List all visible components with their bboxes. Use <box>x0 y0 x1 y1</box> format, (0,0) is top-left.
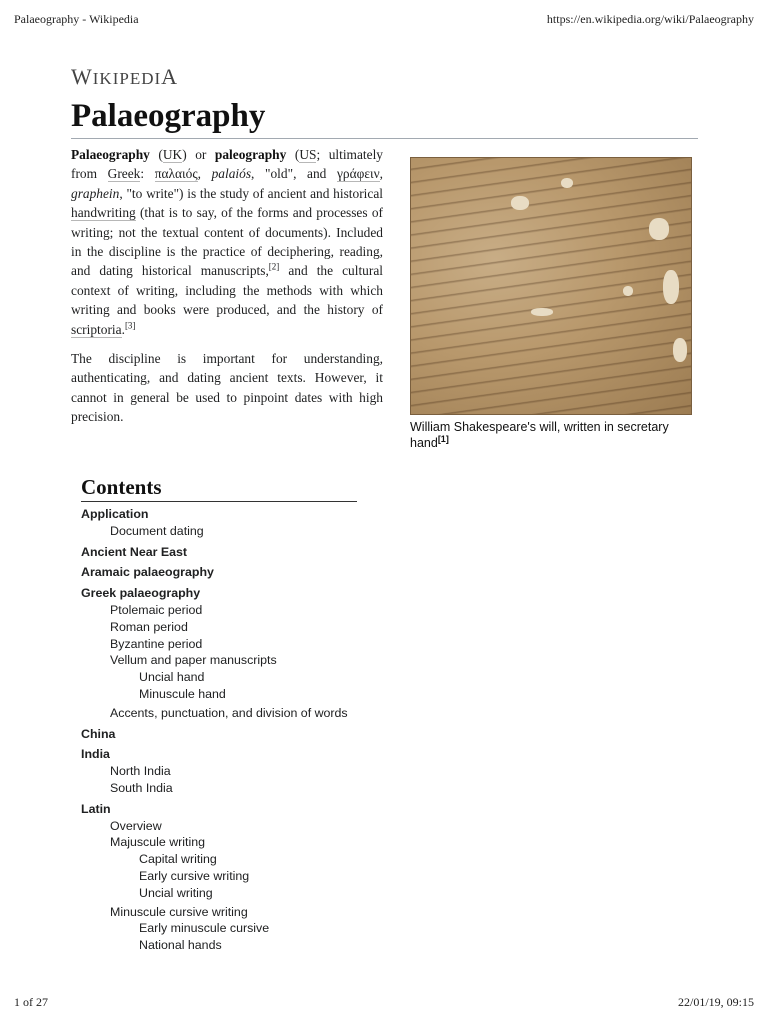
toc-item[interactable]: Majuscule writing <box>110 835 206 850</box>
infobox <box>410 157 692 451</box>
infobox-caption: William Shakespeare's will, written in secretary hand[1] <box>410 420 669 450</box>
link-graphein[interactable]: γράφειν <box>337 166 380 182</box>
toc-item[interactable]: Ancient Near East <box>81 544 188 559</box>
page-title: Palaeography <box>71 98 698 139</box>
wikipedia-logo[interactable]: WIKIPEDIA <box>71 64 179 89</box>
toc-item[interactable]: National hands <box>139 938 222 953</box>
toc-item[interactable]: Document dating <box>110 523 204 538</box>
print-url[interactable]: https://en.wikipedia.org/wiki/Palaeography <box>546 12 754 26</box>
toc-item[interactable]: India <box>81 747 110 762</box>
print-datetime: 22/01/19, 09:15 <box>677 995 754 1009</box>
link-palaios[interactable]: παλαιός <box>154 166 198 182</box>
toc-item[interactable]: Minuscule cursive writing <box>110 904 248 919</box>
toc-item[interactable]: North India <box>110 764 171 779</box>
print-page-title: Palaeography - Wikipedia <box>14 12 139 26</box>
intro-paragraph-1: Palaeography (UK) or paleography (US; ultimately from Greek: παλαιός, palaiós, "old", and γράφειν, graphein, "to write") is the study of ancient and historical handwriting (that is to say, of the forms and processes of writing; not the textual content of documents). Included in the discipline is the practice of deciphering, reading, and dating historical manuscripts,[2] and the cultural context of writing, including the methods with which writing and books were produced, and the history of scriptoria.[3] <box>71 147 384 337</box>
toc-item[interactable]: Byzantine period <box>110 636 203 651</box>
toc-item[interactable]: Accents, punctuation, and division of words <box>110 705 348 720</box>
toc-item[interactable]: Roman period <box>110 619 188 634</box>
print-header <box>14 12 754 27</box>
link-scriptoria[interactable]: scriptoria <box>71 321 122 337</box>
reference-2[interactable]: [2] <box>268 261 280 272</box>
toc-item[interactable]: Greek palaeography <box>81 586 201 601</box>
intro-paragraph-2: The discipline is important for understanding, authenticating, and dating ancient texts. However, it cannot in general be used to pinpoint dates with high precision. <box>71 351 383 425</box>
toc-item[interactable]: Uncial writing <box>139 885 213 900</box>
print-footer <box>14 995 754 1010</box>
toc-item[interactable]: Ptolemaic period <box>110 602 203 617</box>
table-of-contents <box>81 475 357 954</box>
toc-item[interactable]: Uncial hand <box>139 670 205 685</box>
toc-item[interactable]: South India <box>110 780 173 795</box>
toc-item[interactable]: Application <box>81 507 149 521</box>
toc-item[interactable]: Minuscule hand <box>139 686 226 701</box>
toc-item[interactable]: Early minuscule cursive <box>139 921 270 936</box>
link-handwriting[interactable]: handwriting <box>71 205 136 221</box>
reference-1[interactable]: [1] <box>437 433 449 444</box>
toc-item[interactable]: Capital writing <box>139 852 217 867</box>
toc-item[interactable]: Early cursive writing <box>139 868 250 883</box>
page-number: 1 of 27 <box>14 995 48 1009</box>
toc-list <box>81 506 357 954</box>
toc-title: Contents <box>81 475 357 502</box>
toc-item[interactable]: Vellum and paper manuscripts <box>110 653 277 668</box>
reference-3[interactable]: [3] <box>124 320 136 331</box>
link-greek[interactable]: Greek <box>107 166 141 182</box>
shakespeare-will-image[interactable] <box>410 157 692 415</box>
link-us[interactable]: US <box>299 147 317 162</box>
toc-item[interactable]: Latin <box>81 801 111 816</box>
toc-item[interactable]: China <box>81 726 116 741</box>
toc-item[interactable]: Aramaic palaeography <box>81 565 214 580</box>
toc-item[interactable]: Overview <box>110 818 162 833</box>
article-intro <box>71 145 383 437</box>
link-uk[interactable]: UK <box>162 147 183 162</box>
